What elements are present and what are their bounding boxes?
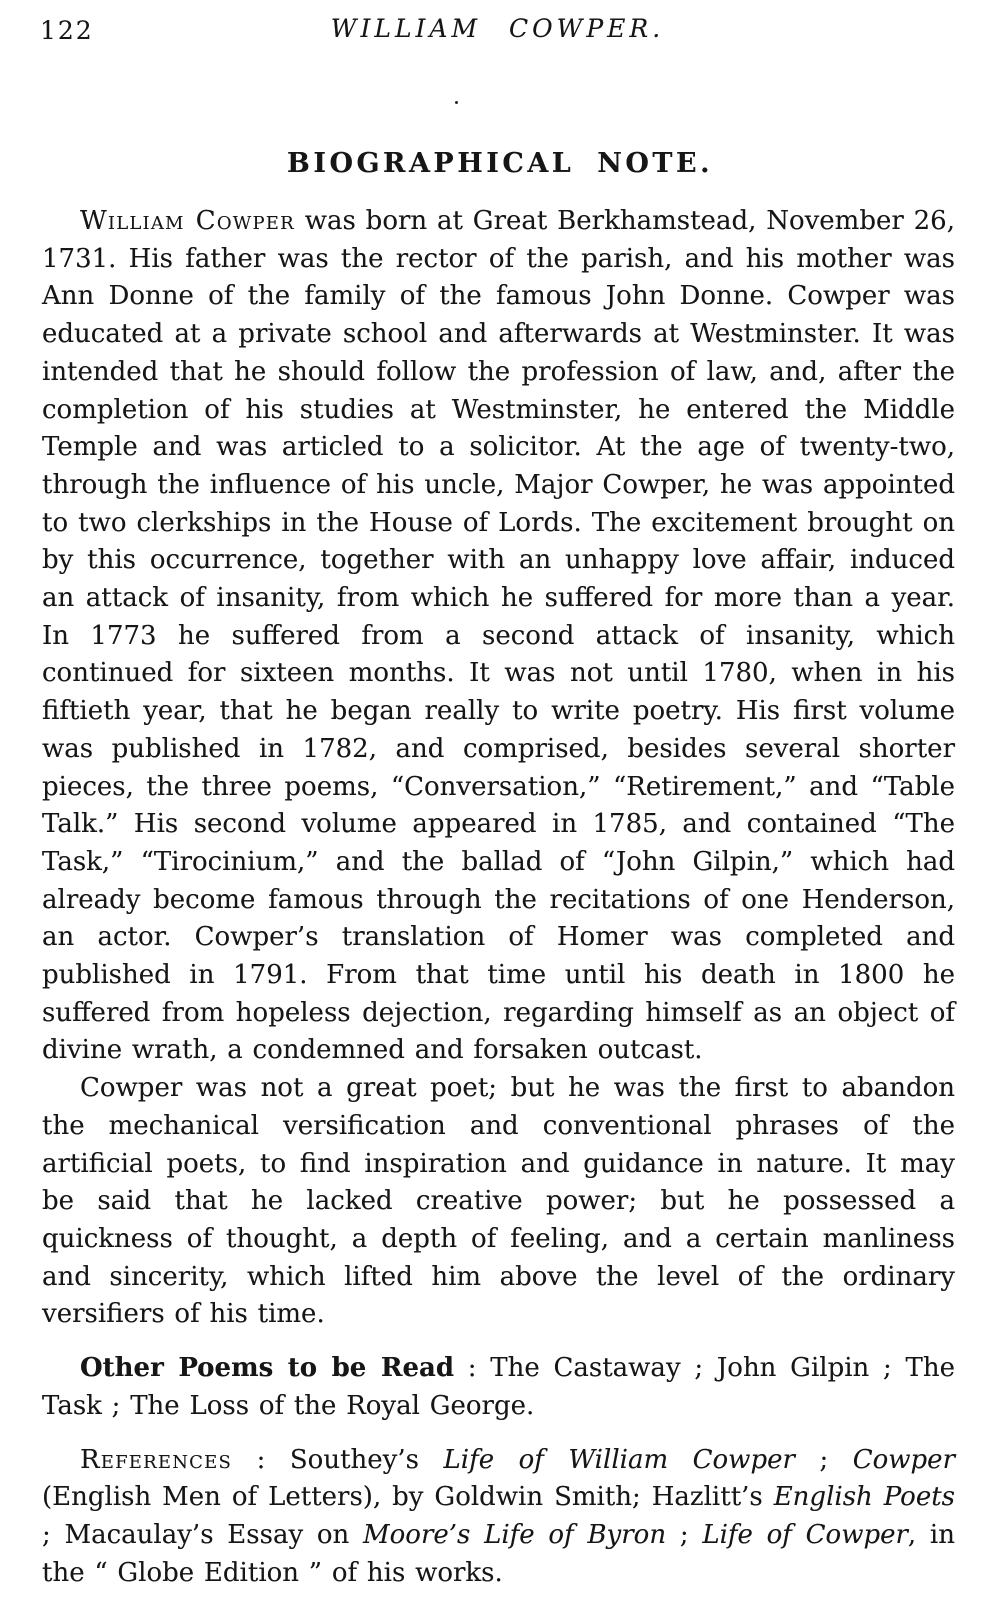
running-header (40, 14, 955, 50)
section-heading: BIOGRAPHICAL NOTE. (287, 148, 713, 179)
text-body (42, 203, 955, 1592)
text-run: : Southey’s (232, 1444, 444, 1475)
italic-text-run: English Poets (773, 1482, 956, 1513)
page-number: 122 (40, 16, 94, 45)
running-title: WILLIAM COWPER. (330, 14, 665, 43)
text-run: (English Men of Letters), by Goldwin Smith; Hazlitt’s (42, 1482, 774, 1513)
italic-text-run: Life of Cowper (702, 1519, 908, 1550)
biography-paragraph-2 (42, 1070, 955, 1334)
italic-text-run: Life of William Cowper (443, 1444, 795, 1475)
text-run: ; (794, 1444, 853, 1475)
text-run: ; (666, 1519, 703, 1550)
italic-text-run: Moore’s Life of Byron (363, 1519, 667, 1550)
text-run: ; Macaulay’s Essay on (42, 1519, 364, 1550)
text-run: Cowper was not a great poet; but he was the first to abandon the mechanical versification and conventional phrases of the artificial poets, to find inspiration and guidance in nature. It may be said that he lacked creative power; but he possessed a quickness of thought, a depth of feeling, and a certain manliness and sincerity, which lifted him above the level of the ordinary versifiers of his time. (42, 1073, 955, 1330)
bold-text-run: Other Poems to be Read (80, 1353, 455, 1384)
other-poems-paragraph (42, 1350, 955, 1425)
text-run: : The Castaway ; John Gilpin ; The Task ; The Loss of the Royal George. (42, 1353, 955, 1421)
ink-speck (455, 101, 458, 104)
italic-text-run: Cowper (852, 1444, 955, 1475)
smallcaps-text-run: William Cowper (80, 206, 295, 236)
references-paragraph (42, 1442, 955, 1593)
biography-paragraph-1 (42, 203, 955, 1070)
smallcaps-text-run: References (80, 1444, 233, 1475)
text-run: was born at Great Berkhamstead, November 26, 1731. His father was the rector of the parish, and his mother was Ann Donne of the family of the famous John Donne. Cowper was educated at a private school and afterwards at Westminster. It was intended that he should follow the profession of law, and, after the completion of his studies at Westminster, he entered the Middle Temple and was articled to a solicitor. At the age of twenty-two, through the influence of his uncle, Major Cowper, he was appointed to two clerkships in the House of Lords. The excitement brought on by this occurrence, together with an unhappy love affair, induced an attack of insanity, from which he suffered for more than a year. In 1773 he suffered from a second attack of insanity, which continued for sixteen months. It was not until 1780, when in his fiftieth year, that he began really to write poetry. His first volume was published in 1782, and comprised, besides several shorter pieces, the three poems, “Conversation,” “Retirement,” and “Table Talk.” His second volume appeared in 1785, and contained “The Task,” “Tirocinium,” and the ballad of “John Gilpin,” which had already become famous through the recitations of one Henderson, an actor. Cowper’s translation of Homer was completed and published in 1791. From that time until his death in 1800 he suffered from hopeless dejection, regarding himself as an object of divine wrath, a condemned and forsaken outcast. (42, 206, 955, 1066)
text-run: , in the “ Globe Edition ” of his works. (42, 1519, 955, 1588)
